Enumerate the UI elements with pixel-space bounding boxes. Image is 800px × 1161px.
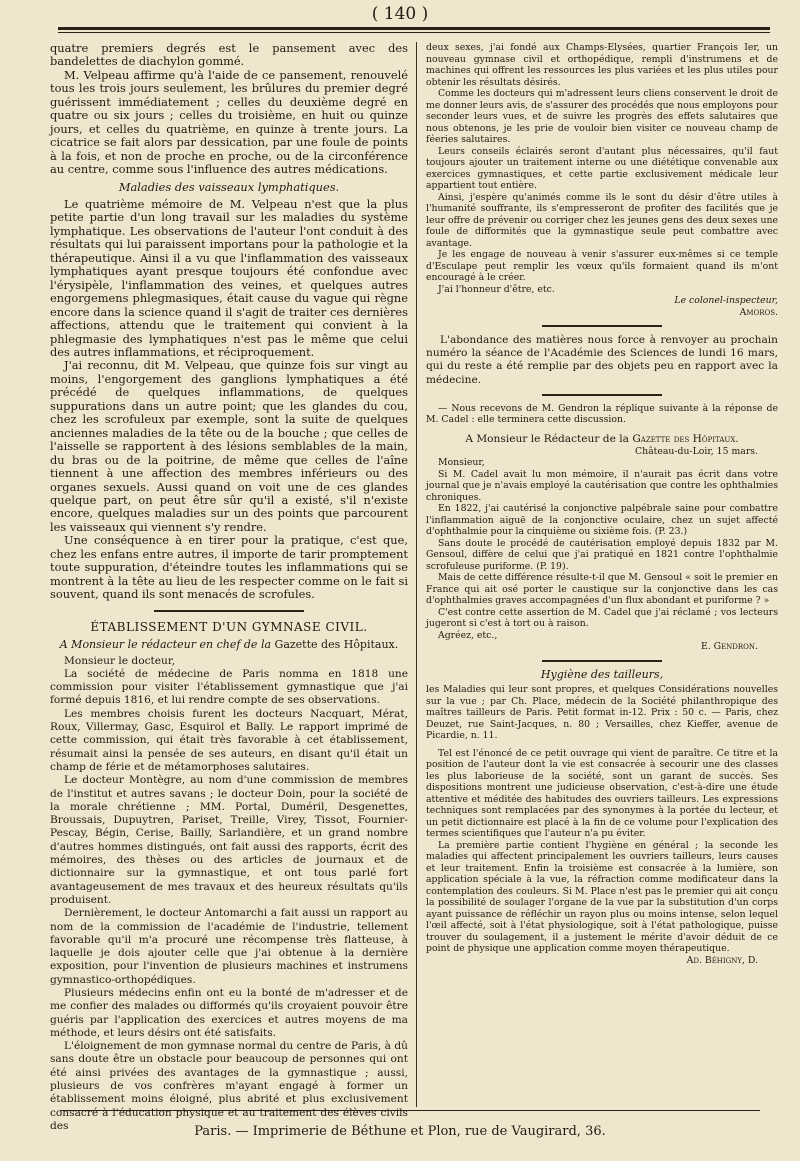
- gymnase-title: ÉTABLISSEMENT D'UN GYMNASE CIVIL.: [90, 619, 368, 634]
- gymnase-subtitle: [50, 638, 408, 652]
- gymnase-letter-continued: [426, 42, 778, 318]
- subtitle-journal: Gazette des Hôpitaux.: [274, 637, 399, 651]
- paragraph: Le quatrième mémoire de M. Velpeau n'est que la plus petite partie d'un long travail sur les maladies du système lymphatique. Les observations de l'auteur l'ont conduit à des résultats qui lui paraissent importans pour la pathologie et la thérapeutique. Ainsi il a vu que l'inflammation des vaisseaux lymphatiques ayant presque toujours été confondue avec l'érysipèle, l'inflammation des veines, et quelques autres engorgemens phlegmasiques, était cause du vague qui règne encore dans la science quand il s'agit de traiter ces dernières affections, attendu que le traitement qui convient à la phlegmasie des lymphatiques n'est pas le même que celui des autres inflammations, et réciproquement.: [50, 196, 408, 359]
- paragraph: deux sexes, j'ai fondé aux Champs-Elysées, quartier François Ier, un nouveau gymnase civil et orthopédique, rempli d'instrumens et de machines qui offrent les ressources les plus variées et les plus utiles pour obtenir les résultats désirés.: [426, 42, 778, 88]
- paragraph: Les membres choisis furent les docteurs Nacquart, Mérat, Roux, Villermay, Gasc, Esquirol et Bally. Le rapport imprimé de cette commission, qui était très favorable à cet établissement, résumait ainsi la pensée de ses auteurs, en disant qu'il était un champ de férie et de métamorphoses salutaires.: [50, 707, 408, 773]
- left-column: [50, 41, 408, 1132]
- paragraph: les Maladies qui leur sont propres, et quelques Considérations nouvelles sur la vue ; par Ch. Place, médecin de la Société philanthropique des maîtres tailleurs de Paris. Petit format in-12. Prix : 50 c. — Paris, chez Deuzet, rue Saint-Jacques, n. 80 ; Versailles, chez Kieffer, avenue de Picardie, n. 11.: [426, 684, 778, 742]
- paragraph: C'est contre cette assertion de M. Cadel que j'ai réclamé ; vos lecteurs jugeront si c'est à tort ou à raison.: [426, 606, 778, 630]
- footer-rule: [60, 1110, 760, 1111]
- closing: Agréez, etc.,: [438, 629, 498, 641]
- paragraph: Le docteur Montègre, au nom d'une commission de membres de l'institut et autres savans ; le docteur Doin, pour la société de la morale chrétienne ; MM. Portal, Duméril, Desgenettes, Broussais, Dupuytren, Pariset, Treille, Virey, Tissot, Fournier-Pescay, Bégin, Cerise, Bailly, Sarlandière, et un grand nombre d'autres hommes distingués, ont fait aussi des rapports, écrit des mémoires, des thèses ou des articles de journaux et de dictionnaire sur la gymnastique, et ont tous parlé fort avantageusement de mes travaux et des heureux résultats qu'ils produisent.: [50, 774, 408, 906]
- paragraph: En 1822, j'ai cautérisé la conjonctive palpébrale saine pour combattre l'inflammation aiguë de la conjonctive oculaire, chez un sujet affecté d'ophthalmie pour la cinquième ou sixième fois. (P. 23.): [426, 503, 778, 538]
- signature-title: Le colonel-inspecteur,: [674, 295, 778, 306]
- heading-prefix: A Monsieur le Rédacteur de la: [465, 432, 629, 445]
- paragraph: Tel est l'énoncé de ce petit ouvrage qui vient de paraître. Ce titre et la position de l'auteur dont la vie est consacrée à secourir une des classes les plus laborieuse de la société, sont un garant de succès. Ses dispositions montrent une judicieuse observation, c'est-à-dire une étude attentive et méditée des habitudes des ouvriers tailleurs. Les expressions techniques sont remplacées par des synonymes à la portée du lecteur, et un petit dictionnaire est placé à la fin de ce volume pour l'explication des termes scientifiques que l'auteur n'a pu éviter.: [426, 747, 778, 840]
- paragraph: Si M. Cadel avait lu mon mémoire, il n'aurait pas écrit dans votre journal que je n'avais employé la cautérisation que contre les ophthalmies chroniques.: [426, 468, 778, 503]
- salutation: Monsieur,: [438, 457, 485, 469]
- paragraph: La première partie contient l'hygiène en général ; la seconde les maladies qui affectent principalement les ouvriers tailleurs, leurs causes et leur traitement. Enfin la troisième est consacrée à la lumière, son application spéciale à la vue, la réfraction comme modificateur dans la contemplation des couleurs. Si M. Place n'est pas le premier qui ait conçu la possibilité de soulager l'organe de la vue par la substitution d'un corps ayant puissance de réfléchir un rayon plus ou moins intense, selon lequel l'œil affecté, soit à l'état physiologique, soit à l'état pathologique, puisse trouver du soulagement, il a justement le mérite d'avoir déduit de ce point de physique une application comme moyen thérapeutique.: [426, 839, 778, 955]
- paragraph: Mais de cette différence résulte-t-il que M. Gensoul « soit le premier en France qui ait osé porter le caustique sur la conjonctive dans les cas d'ophthalmies graves accompagnées d'un flux abondant et puriforme ? »: [426, 572, 778, 607]
- page-number: ( 140 ): [371, 4, 429, 24]
- letter-date: Château-du-Loir, 15 mars.: [634, 445, 758, 457]
- gendron-heading: [426, 432, 778, 446]
- paragraph: L'éloignement de mon gymnase normal du centre de Paris, à dû sans doute être un obstacle pour beaucoup de personnes qui ont été ainsi privées des avantages de la gymnastique ; aussi, plusieurs de vos confrères m'ayant engagé à former un établissement moins éloigné, plus abrité et plus exclusivement consacré à l'éducation physique et au traitement des élèves civils des: [50, 1040, 408, 1132]
- paragraph: Plusieurs médecins enfin ont eu la bonté de m'adresser et de me confier des malades ou difformés qu'ils croyaient pouvoir être guéris par l'application des exercices et autres moyens de ma méthode, et leurs désirs ont été satisfaits.: [50, 987, 408, 1039]
- paragraph: Leurs conseils éclairés seront d'autant plus nécessaires, qu'il faut toujours ajouter un traitement interne ou une diététique convenable aux exercices gymnastiques, et cette partie exclusivement médicale leur appartient tout entière.: [426, 145, 778, 191]
- closing: J'ai l'honneur d'être, etc.: [438, 283, 555, 295]
- paragraph: — Nous recevons de M. Gendron la réplique suivante à la réponse de M. Cadel : elle terminera cette discussion.: [426, 402, 778, 426]
- velpeau-article: [50, 42, 408, 602]
- section-separator: [542, 325, 662, 327]
- hygiene-review: [426, 669, 778, 967]
- paragraph: Dernièrement, le docteur Antomarchi a fait aussi un rapport au nom de la commission de l'académie de l'industrie, tellement favorable qu'il m'a procuré une récompense très flatteuse, à laquelle je dois ajouter celle que j'ai obtenue à la dernière exposition, pour l'invention de plusieurs machines et instrumens gymnastico-orthopédiques.: [50, 907, 408, 986]
- subtitle-prefix: A Monsieur le rédacteur en chef de la: [59, 637, 272, 651]
- heading-journal: Gazette des Hôpitaux.: [632, 432, 739, 445]
- salutation: Monsieur le docteur,: [64, 654, 176, 667]
- signature-name: Amoros.: [739, 306, 778, 318]
- paragraph: L'abondance des matières nous force à renvoyer au prochain numéro la séance de l'Académie des Sciences de lundi 16 mars, qui du reste a été remplie par des objets peu en rapport avec la médecine.: [426, 334, 778, 386]
- section-separator: [542, 660, 662, 662]
- gendron-letter: [426, 403, 778, 653]
- paragraph: La société de médecine de Paris nomma en 1818 une commission pour visiter l'établissement gymnastique que j'ai formé depuis 1816, et lui rendre compte de ses observations.: [50, 667, 408, 707]
- paragraph: J'ai reconnu, dit M. Velpeau, que quinze fois sur vingt au moins, l'engorgement des ganglions lymphatiques a été précédé de quelques inflammations, de quelques suppurations dans un autre point; que les glandes du cou, chez les scrofuleux par exemple, sont la suite de quelques anciennes maladies de la tête ou de la bouche ; que celles de l'aisselle se rapportent à des lésions semblables de la main, du bras ou de la poitrine, de même que celles de l'aîne tiennent à une affection des membres inférieurs ou des organes sexuels. Aussi quand on voit une de ces glandes quelque part, on peut être sûr qu'il a existé, s'il n'existe encore, quelques maladies sur un des points que parcourent les vaisseaux qui viennent s'y rendre.: [50, 358, 408, 534]
- printer-footer: Paris. — Imprimerie de Béthune et Plon, rue de Vaugirard, 36.: [194, 1124, 606, 1139]
- paragraph: Comme les docteurs qui m'adressent leurs cliens conservent le droit de me donner leurs avis, de s'assurer des procédés que nous employons pour seconder leurs vues, et de suivre les progrès des effets salutaires que nous obtenons, je les prie de vouloir bien visiter ce nouveau champ de féeries salutaires.: [426, 88, 778, 145]
- section-title: Maladies des vaisseaux lymphatiques.: [118, 179, 340, 194]
- paragraph: Sans doute le procédé de cautérisation employé depuis 1832 par M. Gensoul, diffère de celui que j'ai pratiqué en 1821 contre l'ophthalmie scrofuleuse puriforme. (P. 19).: [426, 537, 778, 572]
- header-rule: [58, 27, 770, 30]
- paragraph: Je les engage de nouveau à venir s'assurer eux-mêmes si ce temple d'Esculape peut remplir les vœux qu'ils formaient quand ils m'ont encouragé à le créer.: [426, 249, 778, 283]
- paragraph: Une conséquence à en tirer pour la pratique, c'est que, chez les enfans entre autres, il importe de tarir promptement toute suppuration, d'éteindre toutes les inflammations qui se montrent à la tête au lieu de les respecter comme on le fait si souvent, quand ils sont menacés de scrofules.: [50, 533, 408, 602]
- paragraph: quatre premiers degrés est le pansement avec des bandelettes de diachylon gommé.: [50, 41, 408, 69]
- signature-name: Ad. Béhigny, D.: [686, 954, 758, 966]
- right-column: [426, 42, 778, 1122]
- section-separator: [542, 394, 662, 396]
- paragraph: M. Velpeau affirme qu'à l'aide de ce pansement, renouvelé tous les trois jours seulement, les brûlures du premier degré guérissent immédiatement ; celles du deuxième degré en quatre ou six jours ; celles du troisième, en huit ou quinze jours, et celles du quatrième, en quinze à trente jours. La cicatrice se fait alors par dessication, par une foule de points à la fois, et non de proche en proche, ou de la circonférence au centre, comme sous l'influence des autres médications.: [50, 67, 408, 177]
- section-separator: [154, 610, 304, 612]
- section-title: Hygiène des tailleurs,: [540, 667, 664, 681]
- paragraph: Ainsi, j'espère qu'animés comme ils le sont du désir d'être utiles à l'humanité souffrante, ils s'empresseront de profiter des facilités que je leur offre de prévenir ou corriger chez les jeunes gens des deux sexes une foule de difformités que la gymnastique seule peut combattre avec avantage.: [426, 191, 778, 249]
- signature-name: E. Gendron.: [700, 641, 758, 653]
- header-rule-thin: [58, 32, 770, 33]
- gymnase-letter: [50, 655, 408, 1134]
- editorial-note: [426, 334, 778, 387]
